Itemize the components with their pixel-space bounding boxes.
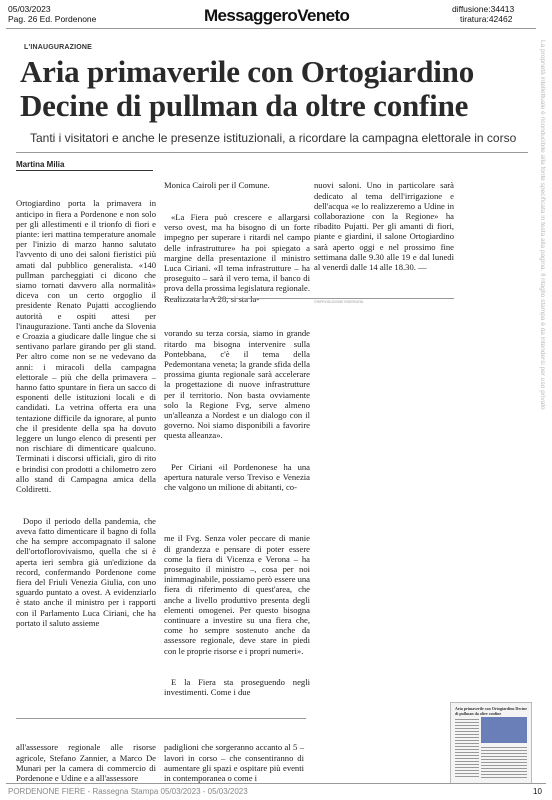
footer-source: PORDENONE FIERE - Rassegna Stampa 05/03/2023 - 05/03/2023 (8, 787, 248, 796)
thumbnail-headline: Aria primaverile con Ortogiardino Decine di pullman da oltre confine (455, 706, 527, 716)
paragraph: me il Fvg. Senza voler peccare di manie di grandezza e pensare di poter essere come la fiera di Vicenza e Verona – ha proseguito il ministro –, cosa per noi inimmaginabile, possiamo però essere una fiera di riferimento di quest'area, che anche a livello produttivo presenta degli elementi omogenei. Per questo bisogna continuare a investire su una fiera che, come ho sempre sostenuto anche da assessore regionale, deve stare in piedi con le proprie risorse e i propri numeri». (164, 533, 313, 656)
subtitle-rule (16, 152, 528, 153)
paragraph: vorando su terza corsia, siamo in grande ritardo ma bisogna intervenire sulla Pontebbana, c'è il tema della Pedemontana veneta; la grande sfida della prossima giunta regionale sarà accelerare la progettazione di nuove infrastrutture per il territorio. Non basta ovviamente solo la Regione Fvg, serve almeno un'alleanza a Nordest e un dialogo con il governo. Noi siamo disponibili a favorire questa alleanza». (164, 328, 313, 441)
copyright-caption: ©RIPRODUZIONE RISERVATA (314, 299, 364, 304)
header-rule (6, 28, 536, 29)
rights-side-note: La proprietà intellettuale è riconducibile alla fonte specificata in testa alla pagina. Il ritaglio stampa è da intendersi per uso privato (539, 40, 546, 410)
masthead-logo: MessaggeroVeneto (204, 6, 350, 25)
thumbnail-text-block (455, 719, 479, 779)
paragraph: Monica Cairoli per il Comune. (164, 180, 270, 191)
publication-date: 05/03/2023 (8, 4, 51, 14)
column-middle-lower (164, 513, 313, 709)
thumbnail-photo (481, 717, 527, 743)
article-subtitle: Tanti i visitatori e anche le presenze istituzionali, a ricordare la campagna elettorale in corso (30, 131, 517, 145)
column-middle (164, 308, 313, 504)
paragraph: Ortogiardino porta la primavera in anticipo in fiera a Pordenone e non solo per gli allestimenti e il trionfo di fiori e piante: ieri mattina temperature anomale per l'inizio di marzo hanno salutato l'avvento di uno dei saloni fieristici più amati dal pubblico generalista. «140 pullman parcheggiati ci dicono che siamo tornati davvero alla normalità» diceva con un certo orgoglio il presidente Renato Pujatti accogliendo autorità e ospiti attesi per l'inaugurazione. Tanti anche da Slovenia e Croazia a giudicare dalle lingue che si sentivano parlare girando per gli stand. Per altro come non se ne vedevano da anni: i miracoli della campagna elettorale – più che della primavera – hanno fatto spuntare in fiera un sacco di esponenti delle istituzioni locali e di candidati. La vetrina offerta era una tentazione difficile da ignorare, al punto che il presidente della spa ha dovuto leggere un lungo elenco di presenti per non rischiare di dimenticare qualcuno. Terminati i discorsi ufficiali, giro di rito e brindisi con prodotti a chilometro zero allo stand di Campagna amica della Coldiretti. (16, 198, 159, 495)
paragraph: Per Ciriani «il Pordenonese ha una apertura naturale verso Treviso e Venezia che valgono un milione di abitanti, co- (164, 462, 313, 493)
column-1 (16, 178, 159, 639)
column-3-top (314, 160, 457, 317)
headline-line-2: Decine di pullman da oltre confine (20, 88, 469, 123)
page-number: 10 (533, 787, 542, 796)
headline-line-1: Aria primaverile con Ortogiardino (20, 54, 475, 89)
author-byline: Martina Milia (16, 160, 153, 171)
column-2-top (164, 160, 310, 315)
paragraph: all'assessore regionale alle risorse agricole, Stefano Zannier, a Marco De Munari per la camera di commercio di Pordenone e Udine e a all'assessore (16, 742, 159, 784)
paragraph: E la Fiera sta proseguendo negli investimenti. Come i due (164, 677, 313, 698)
section-rule (164, 298, 454, 299)
paragraph: Dopo il periodo della pandemia, che aveva fatto dimenticare il bagno di folla che ha sempre accompagnato il salone dell'ortoflorovivaismo, quella che si è aperta ieri sembra già un'edizione da record, confermando Pordenone come fiera del Friuli Venezia Giulia, con uno sguardo puntato a ovest. A evidenziarlo è stato anche il ministro per i rapporti con il Parlamento Luca Ciriani, che ha portato il saluto assieme (16, 515, 159, 628)
page-thumbnail (450, 702, 532, 784)
paragraph: «La Fiera può crescere e allargarsi verso ovest, ma ha bisogno di un forte impegno per superare i ritardi nel campo delle infrastrutture» ha poi spiegato a margine della presentazione il ministro Luca Ciriani. «Il tema infrastrutture – ha proseguito – sarà il vero tema, il banco di prova della prossima legislatura regionale. (164, 212, 310, 294)
diffusion-count: diffusione:34413 (452, 4, 515, 14)
thumbnail-text-block (481, 747, 527, 779)
paragraph: nuovi saloni. Uno in particolare sarà dedicato al tema dell'irrigazione e dell'acqua «e lo realizzeremo a Udine in collaborazione con la Regione» ha ribadito Pujatti. Per gli amanti di fiori, piante e giardini, il salone Ortogiardino sarà aperto oggi e nel prossimo fine settimana dalle 9.30 alle 19 e dal lunedì al venerdì dalle 14 alle 18.30. — (314, 180, 457, 273)
footer-rule (6, 783, 546, 784)
article-kicker: L'INAUGURAZIONE (24, 44, 93, 51)
paragraph: padiglioni che sorgeranno accanto al 5 – lavori in corso – che consentiranno di aumentare gli spazi e ospitare più eventi in contemporanea o come i (164, 742, 307, 784)
page-edition: Pag. 26 Ed. Pordenone (8, 14, 97, 24)
bottom-rule (16, 718, 306, 719)
circulation-count: tiratura:42462 (460, 14, 513, 24)
